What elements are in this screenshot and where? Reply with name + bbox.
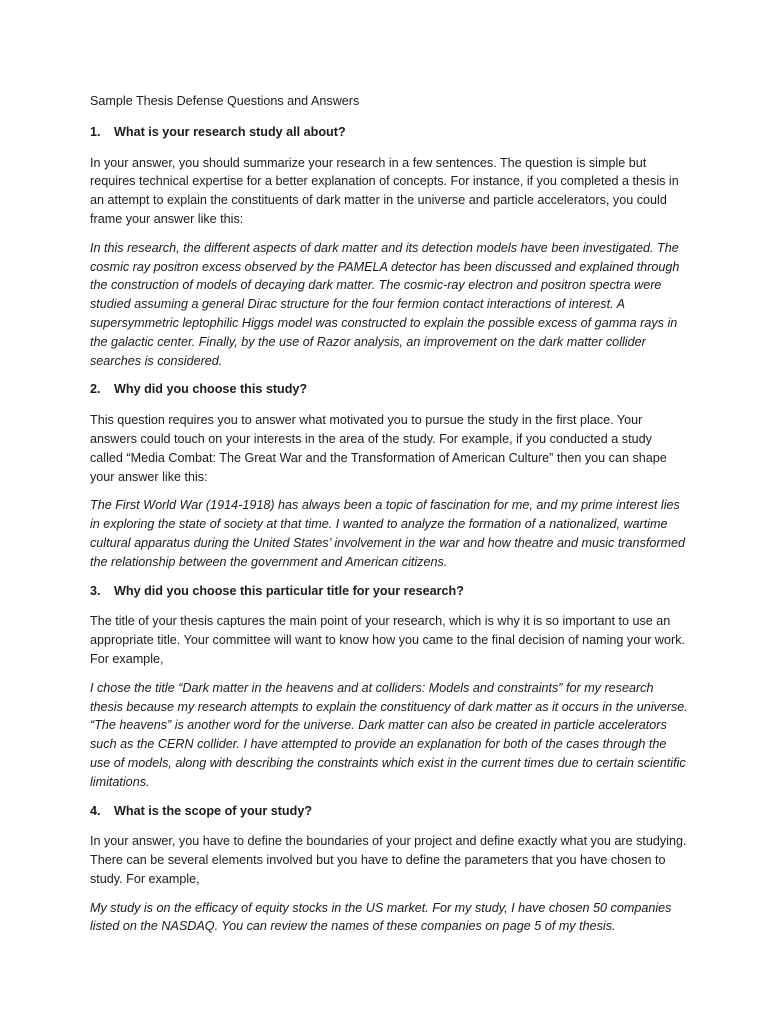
question-heading [90,802,688,821]
answer-paragraph: This question requires you to answer what motivated you to pursue the study in the first place. Your answers could touch on your interests in the area of the study. For example, if you conducted a study called “Media Combat: The Great War and the Transformation of American Culture” then you can shape your answer like this: [90,413,667,484]
document-page [90,92,688,946]
question-number: 2. [90,382,101,397]
question-heading [90,123,688,142]
answer-paragraph: In your answer, you should summarize your research in a few sentences. The question is simple but requires technical expertise for a better explanation of concepts. For instance, if you completed a thesis in an attempt to explain the constituents of dark matter in the universe and particle accelerators, you could frame your answer like this: [90,155,679,226]
question-heading [90,380,688,399]
question-text: What is the scope of your study? [114,803,313,818]
question-heading [90,582,688,601]
question-number: 4. [90,803,101,818]
question-number: 3. [90,583,101,598]
example-answer: In this research, the different aspects of dark matter and its detection models have been investigated. The cosmic ray positron excess observed by the PAMELA detector has been discussed and explained through the construction of models of decaying dark matter. The cosmic-ray electron and positron spectra were studied assuming a general Dirac structure for the four fermion contact interactions of interest. A supersymmetric leptophilic Higgs model was constructed to explain the possible excess of gamma rays in the galactic center. Finally, by the use of Razor analysis, an improvement on the dark matter collider searches is considered. [90,240,680,368]
answer-paragraph: The title of your thesis captures the main point of your research, which is why it is so important to use an appropriate title. Your committee will want to know how you came to the final decision of naming your work. For example, [90,614,686,666]
question-number: 1. [90,124,101,139]
example-answer: I chose the title “Dark matter in the heavens and at colliders: Models and constraints” for my research thesis because my research attempts to explain the constituency of dark matter as it occurs in the universe. “The heavens” is another word for the universe. Dark matter can also be created in particle accelerators such as the CERN collider. I have attempted to provide an explanation for both of the cases through the use of models, along with describing the constraints which exist in the current times due to certain scientific limitations. [90,680,688,789]
question-text: Why did you choose this study? [114,382,308,397]
example-answer: The First World War (1914-1918) has always been a topic of fascination for me, and my prime interest lies in exploring the state of society at that time. I wanted to analyze the formation of a nationalized, wartime cultural apparatus during the United States’ involvement in the war and how theatre and music transformed the relationship between the government and American citizens. [90,498,686,569]
document-title: Sample Thesis Defense Questions and Answers [90,94,360,108]
answer-paragraph: In your answer, you have to define the boundaries of your project and define exactly what you are studying. There can be several elements involved but you have to define the parameters that you have chosen to study. For example, [90,834,687,886]
example-answer: My study is on the efficacy of equity stocks in the US market. For my study, I have chosen 50 companies listed on the NASDAQ. You can review the names of these companies on page 5 of my thesis. [90,900,672,934]
question-text: What is your research study all about? [114,124,346,139]
question-text: Why did you choose this particular title for your research? [114,583,464,598]
